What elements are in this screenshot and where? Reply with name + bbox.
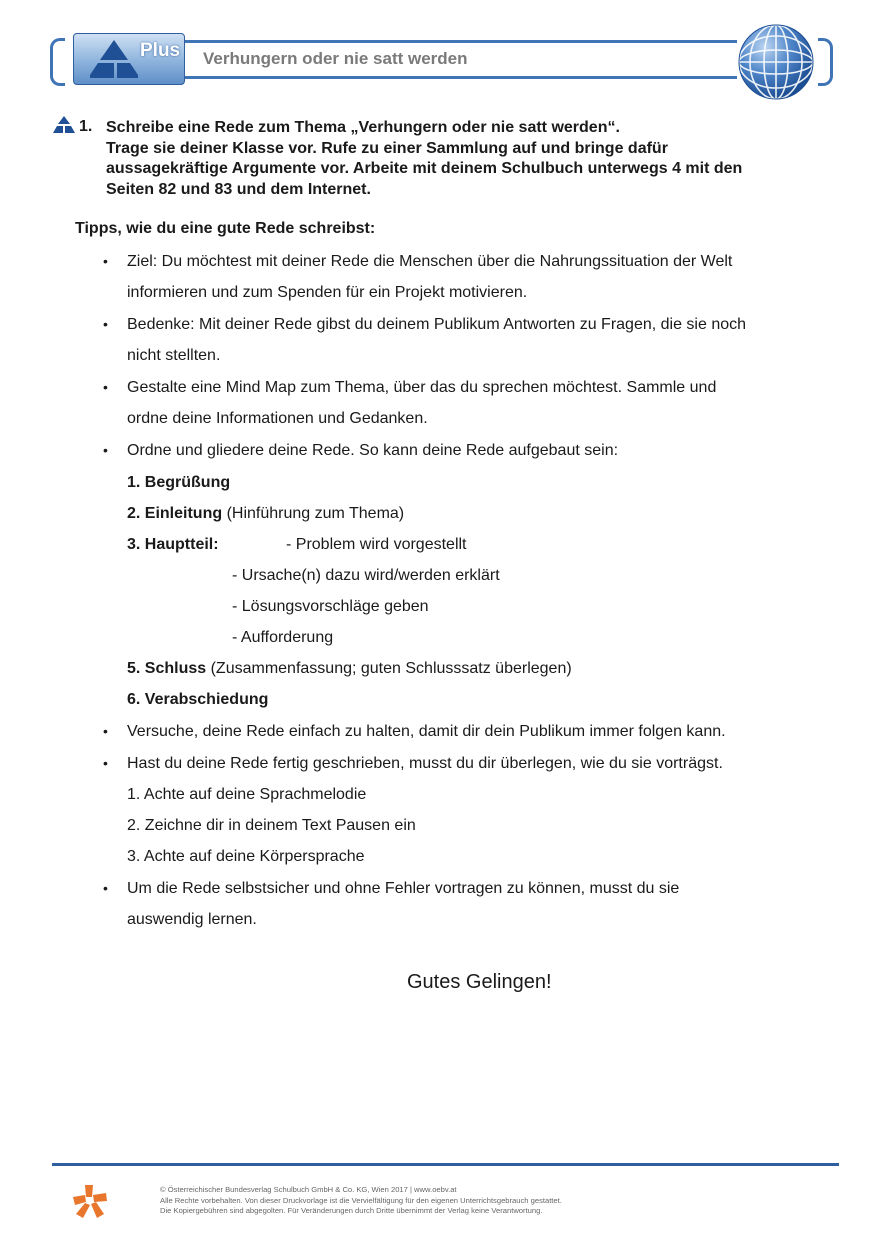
main-part-item: - Ursache(n) dazu wird/werden erklärt — [232, 567, 500, 584]
logo-text: Plus — [140, 40, 181, 61]
delivery-item: 3. Achte auf deine Körpersprache — [127, 848, 365, 865]
tip-2-line-1: Bedenke: Mit deiner Rede gibst du deinem Publikum Antworten zu Fragen, die sie noch — [127, 316, 747, 333]
main-part-item: - Aufforderung — [232, 629, 334, 646]
bullet-icon: • — [103, 442, 108, 458]
structure-farewell: 6. Verabschiedung — [127, 691, 269, 708]
tip-3-line-2: ordne deine Informationen und Gedanken. — [127, 410, 428, 427]
globe-icon — [736, 22, 816, 102]
oebv-logo-icon — [71, 1183, 109, 1221]
structure-introduction-note: (Hinführung zum Thema) — [222, 505, 405, 522]
tip-5-line: Versuche, deine Rede einfach zu halten, damit dir dein Publikum immer folgen kann. — [127, 723, 726, 740]
structure-introduction-label: 2. Einleitung — [127, 505, 223, 522]
bullet-icon: • — [103, 723, 108, 739]
task-line: Schreibe eine Rede zum Thema „Verhungern oder nie satt werden“. — [106, 119, 620, 136]
closing-text: Gutes Gelingen! — [407, 971, 552, 993]
delivery-item: 2. Zeichne dir in deinem Text Pausen ein — [127, 817, 416, 834]
footer-rule — [52, 1163, 839, 1166]
bullet-icon: • — [103, 379, 108, 395]
page-title: Verhungern oder nie satt werden — [203, 49, 468, 68]
footer-line: Die Kopiergebühren sind abgegolten. Für Veränderungen durch Dritte übernimmt der Verlag keine Verantwortung. — [160, 1206, 543, 1215]
tips-heading: Tipps, wie du eine gute Rede schreibst: — [75, 220, 376, 237]
task-number: 1. — [79, 118, 93, 135]
header-rule-top — [185, 40, 737, 43]
plus-logo — [73, 33, 185, 85]
main-part-item: - Problem wird vorgestellt — [286, 536, 467, 553]
task-line: aussagekräftige Argumente vor. Arbeite mit deinem Schulbuch unterwegs 4 mit den — [106, 160, 743, 177]
tip-7-line-2: auswendig lernen. — [127, 911, 257, 928]
tip-3-line-1: Gestalte eine Mind Map zum Thema, über das du sprechen möchtest. Sammle und — [127, 379, 717, 396]
tip-4-line: Ordne und gliedere deine Rede. So kann deine Rede aufgebaut sein: — [127, 442, 619, 459]
tip-1-line-2: informieren und zum Spenden für ein Projekt motivieren. — [127, 284, 528, 301]
structure-conclusion — [127, 660, 572, 678]
bullet-icon: • — [103, 880, 108, 896]
tip-2-line-2: nicht stellten. — [127, 347, 221, 364]
bullet-icon: • — [103, 755, 108, 771]
structure-conclusion-label: 5. Schluss — [127, 660, 207, 677]
header-right-bracket — [818, 38, 833, 86]
bullet-icon: • — [103, 253, 108, 269]
footer-line: Alle Rechte vorbehalten. Von dieser Druckvorlage ist die Vervielfältigung für den eigenen Unterrichtsgebrauch gestattet. — [160, 1195, 562, 1205]
tip-7-line-1: Um die Rede selbstsicher und ohne Fehler vortragen zu können, musst du sie — [127, 880, 680, 897]
triangle-logo-icon — [90, 38, 138, 80]
header-left-bracket — [50, 38, 65, 86]
bullet-icon: • — [103, 316, 108, 332]
tip-1-line-1: Ziel: Du möchtest mit deiner Rede die Menschen über die Nahrungssituation der Welt — [127, 253, 733, 270]
tip-6-line: Hast du deine Rede fertig geschrieben, musst du dir überlegen, wie du sie vorträgst. — [127, 755, 723, 772]
main-part-item: - Lösungsvorschläge geben — [232, 598, 429, 615]
header-rule-bottom — [185, 76, 737, 79]
task-line: Seiten 82 und 83 und dem Internet. — [106, 180, 371, 198]
structure-introduction — [127, 505, 404, 523]
structure-greeting: 1. Begrüßung — [127, 474, 231, 491]
footer-copyright — [160, 1185, 562, 1217]
task-marker-icon — [53, 116, 75, 134]
structure-conclusion-note: (Zusammenfassung; guten Schlusssatz überlegen) — [206, 660, 572, 677]
delivery-item: 1. Achte auf deine Sprachmelodie — [127, 786, 367, 803]
structure-main-part-label: 3. Hauptteil: — [127, 536, 219, 553]
footer-line: © Österreichischer Bundesverlag Schulbuch GmbH & Co. KG, Wien 2017 | www.oebv.at — [160, 1185, 457, 1194]
task-instructions — [106, 118, 846, 200]
task-line: Trage sie deiner Klasse vor. Rufe zu einer Sammlung auf und bringe dafür — [106, 139, 668, 157]
